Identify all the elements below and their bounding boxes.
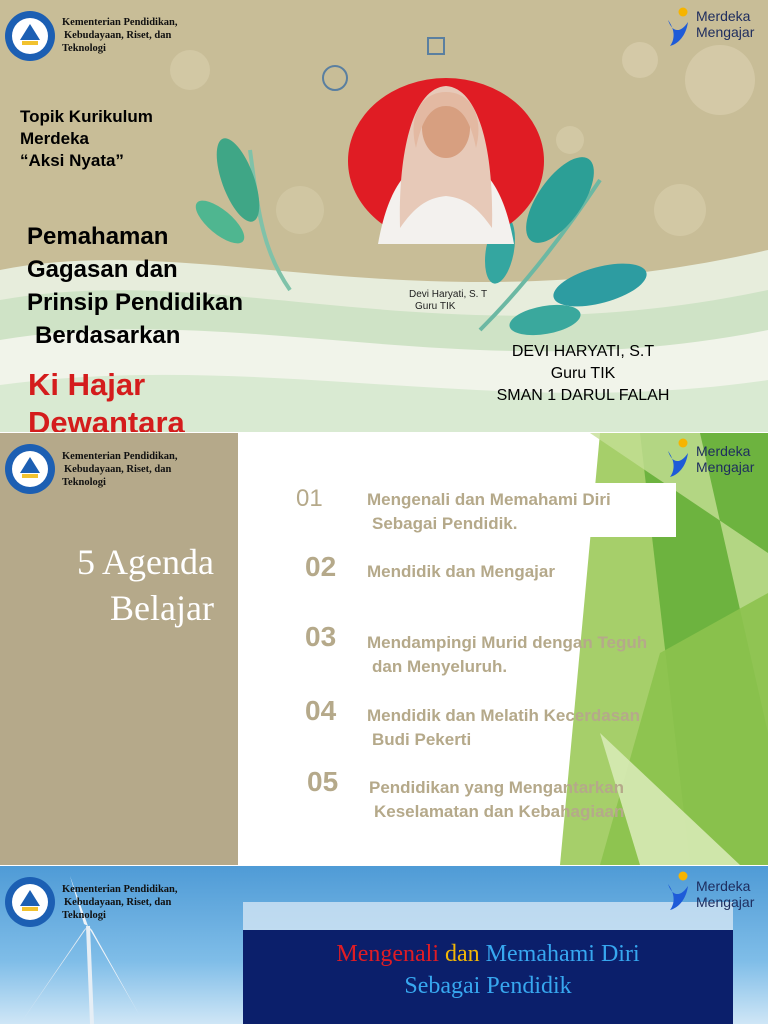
ki-hajar-name (28, 366, 185, 432)
topic-line-2: Merdeka (20, 129, 89, 148)
brand-line-2: Mengajar (696, 894, 755, 910)
title-word-memahami-diri: Memahami Diri (485, 941, 640, 967)
agenda-item-5-line-1: Pendidikan yang Mengantarkan (369, 778, 625, 797)
title-word-mengenali: Mengenali (336, 941, 439, 967)
slide3-title-box (243, 930, 733, 1024)
brand-line-1: Merdeka (696, 878, 751, 894)
slide3-title-line-1 (243, 938, 733, 970)
agenda-item-1-line-2: Sebagai Pendidik. (372, 514, 518, 533)
ki-hajar-line-2: Dewantara (28, 405, 185, 432)
ministry-line-2: Kebudayaan, Riset, dan (64, 897, 172, 908)
agenda-title (20, 539, 214, 631)
ministry-name-3 (62, 883, 178, 922)
topic-line-1: Topik Kurikulum (20, 107, 153, 126)
author-block (470, 341, 696, 407)
agenda-number-2: 02 (305, 551, 337, 582)
ministry-name-2 (62, 450, 178, 489)
author-role: Guru TIK (550, 365, 616, 382)
photo-caption-role: Guru TIK (415, 301, 456, 312)
agenda-item-2-line-1: Mendidik dan Mengajar (367, 562, 555, 581)
slide-2 (0, 433, 768, 865)
brand-line-2: Mengajar (696, 24, 755, 40)
topic-text (20, 106, 153, 172)
slide1-title (27, 220, 243, 352)
ministry-line-1: Kementerian Pendidikan, (62, 884, 178, 895)
tut-wuri-handayani-logo-icon (4, 10, 56, 62)
merdeka-mengajar-icon (664, 437, 694, 479)
agenda-number-4: 04 (305, 695, 337, 726)
agenda-item-4-line-1: Mendidik dan Melatih Kecerdasan (367, 706, 641, 725)
agenda-item-3-line-1: Mendampingi Murid dengan Teguh (367, 633, 648, 652)
ministry-line-3: Teknologi (62, 43, 106, 54)
ministry-line-2: Kebudayaan, Riset, dan (64, 30, 172, 41)
teacher-portrait-image (348, 78, 544, 244)
agenda-item-5-line-2: Keselamatan dan Kebahagiaan (374, 802, 625, 821)
merdeka-mengajar-icon (664, 6, 694, 48)
agenda-number-3: 03 (305, 621, 337, 652)
agenda-item-1-line-1: Mengenali dan Memahami Diri (367, 490, 611, 509)
agenda-title-line-1: 5 Agenda (77, 542, 214, 582)
ministry-line-3: Teknologi (62, 910, 106, 921)
agenda-item-5 (369, 776, 624, 824)
slide-3 (0, 866, 768, 1024)
agenda-item-1 (367, 488, 611, 536)
agenda-number-1: 01 (296, 485, 323, 512)
agenda-item-4-line-2: Budi Pekerti (372, 730, 472, 749)
slide3-title-line-2: Sebagai Pendidik (404, 973, 572, 999)
brand-line-2: Mengajar (696, 459, 755, 475)
photo-caption-name: Devi Haryati, S. T (409, 289, 488, 300)
topic-line-3: “Aksi Nyata” (20, 151, 124, 170)
brand-line-1: Merdeka (696, 443, 751, 459)
agenda-item-4 (367, 704, 640, 752)
title-line-3: Prinsip Pendidikan (27, 289, 244, 316)
ministry-logo-3 (4, 876, 56, 933)
ministry-line-2: Kebudayaan, Riset, dan (64, 464, 172, 475)
agenda-item-2 (367, 560, 555, 584)
author-school: SMAN 1 DARUL FALAH (496, 387, 670, 404)
ministry-line-1: Kementerian Pendidikan, (62, 17, 178, 28)
ministry-logo-2 (4, 443, 56, 500)
title-word-dan: dan (445, 941, 480, 967)
tut-wuri-handayani-logo-icon (4, 443, 56, 495)
ministry-name (62, 16, 178, 55)
agenda-title-line-2: Belajar (110, 588, 214, 628)
slide-1 (0, 0, 768, 432)
title-line-1: Pemahaman (27, 223, 169, 250)
photo-caption (409, 289, 487, 313)
teacher-photo (348, 78, 544, 244)
brand-line-1: Merdeka (696, 8, 751, 24)
author-name: DEVI HARYATI, S.T (511, 343, 655, 360)
title-line-4: Berdasarkan (35, 322, 181, 349)
agenda-number-5: 05 (307, 766, 339, 797)
ministry-line-3: Teknologi (62, 477, 106, 488)
ministry-logo (4, 10, 56, 67)
agenda-item-3-line-2: dan Menyeluruh. (372, 657, 508, 676)
ministry-line-1: Kementerian Pendidikan, (62, 451, 178, 462)
tut-wuri-handayani-logo-icon (4, 876, 56, 928)
agenda-item-3 (367, 631, 647, 679)
ki-hajar-line-1: Ki Hajar (28, 367, 146, 402)
merdeka-mengajar-icon (664, 870, 694, 912)
title-line-2: Gagasan dan (27, 256, 178, 283)
